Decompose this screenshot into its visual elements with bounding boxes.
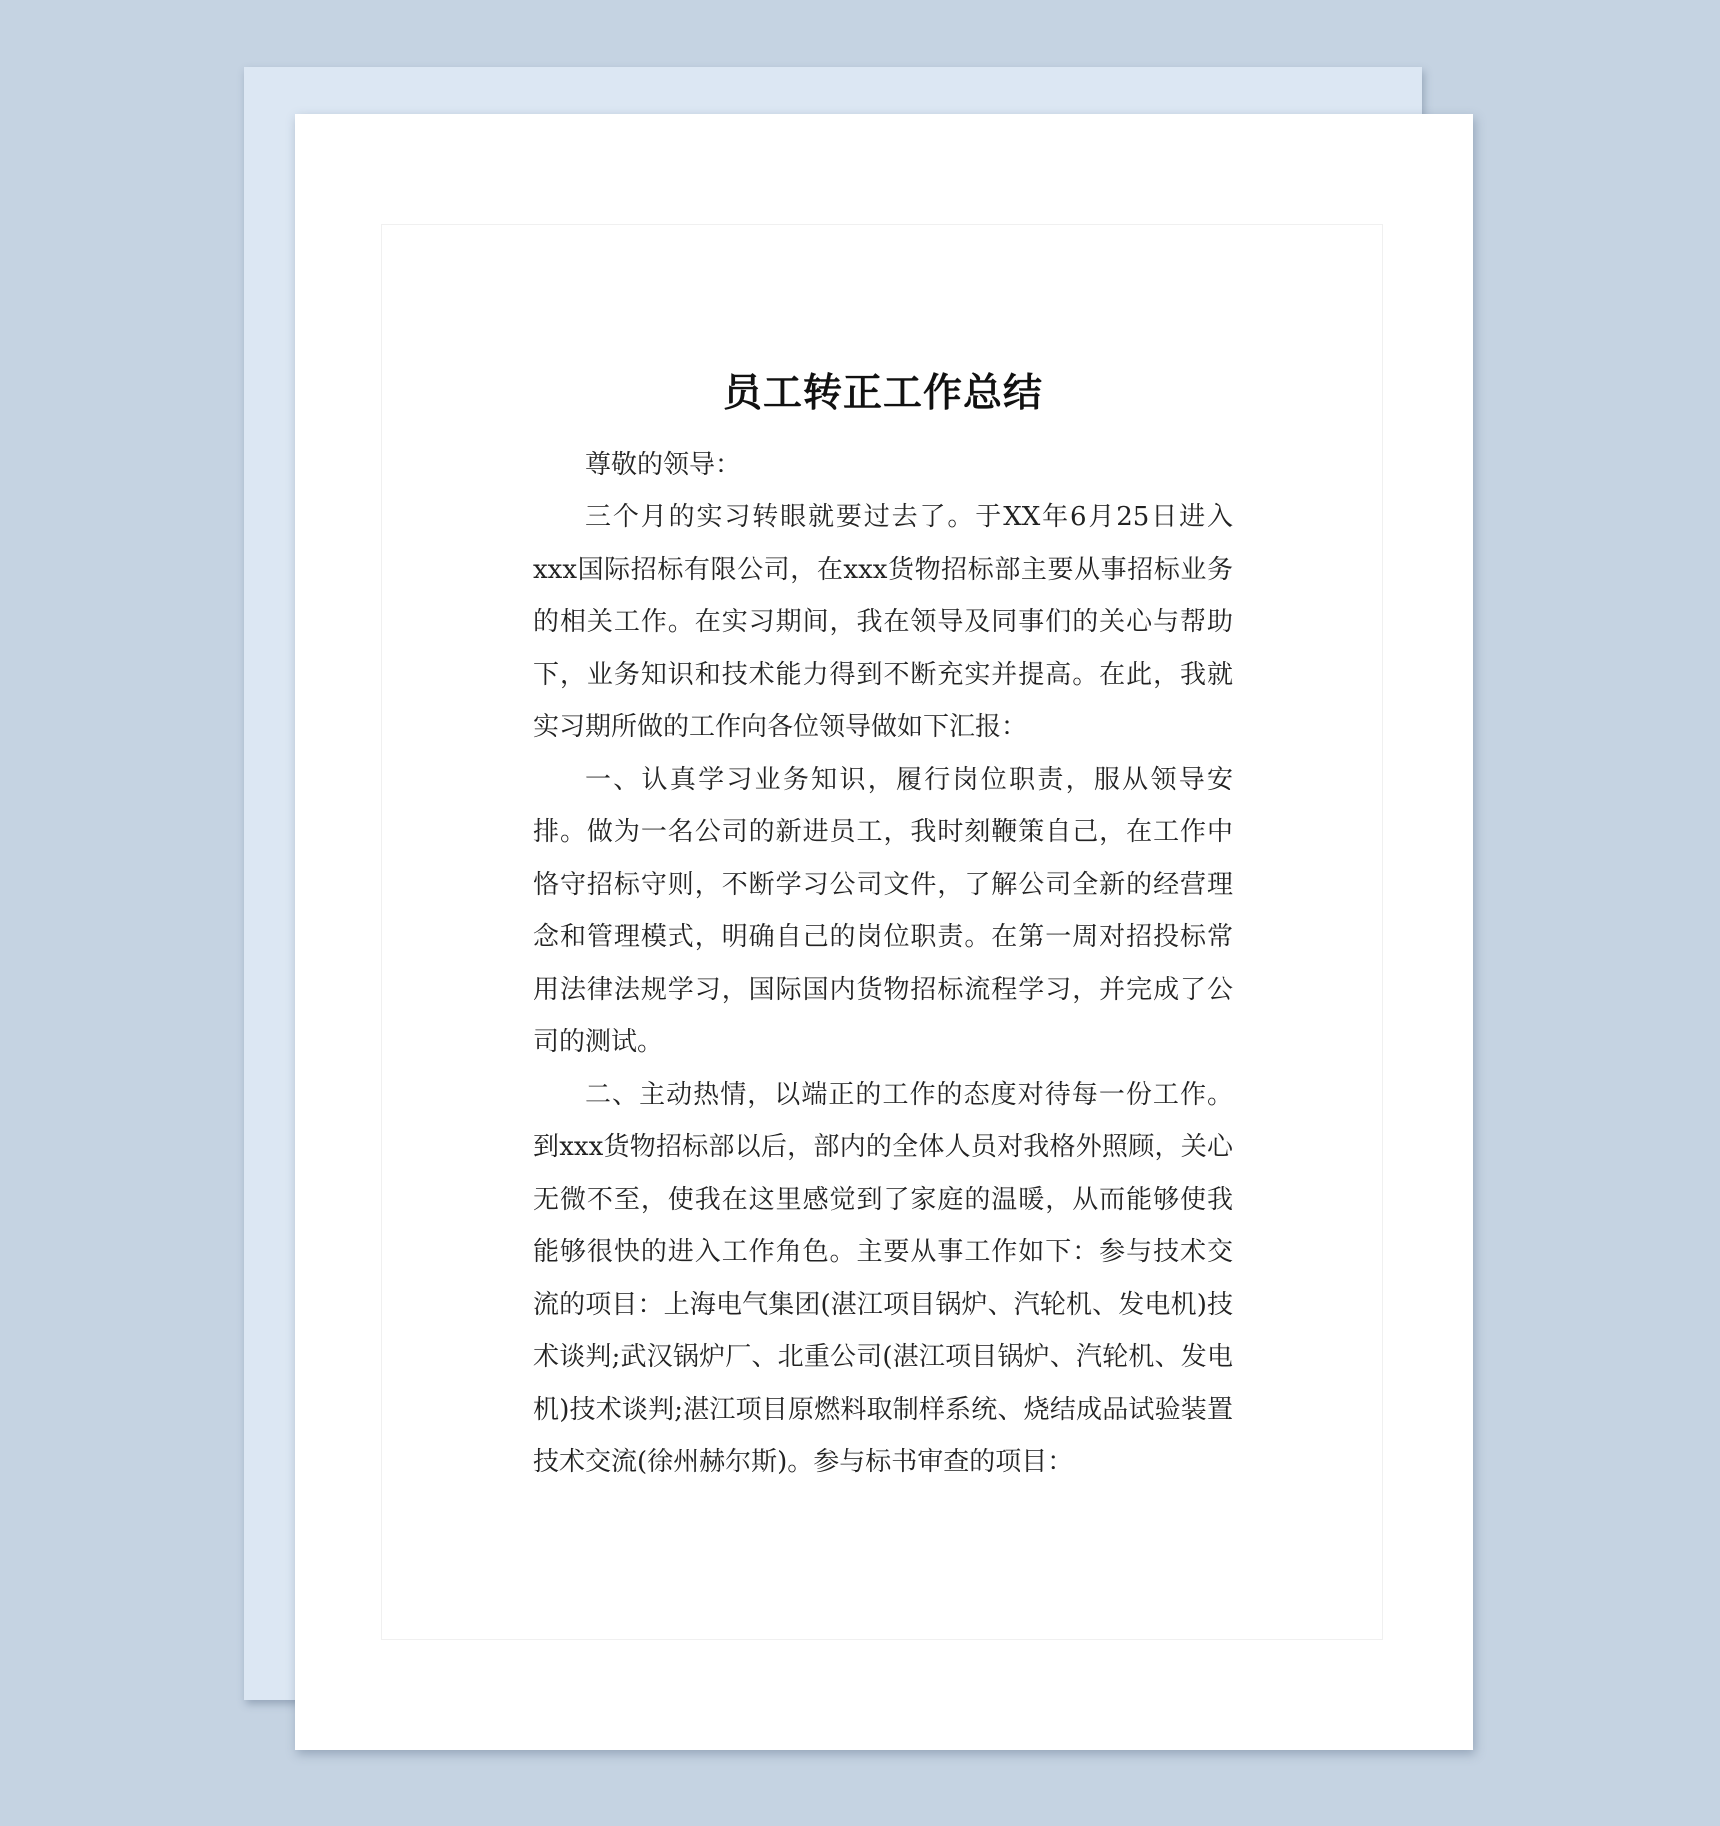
salutation-paragraph: 尊敬的领导： [585, 449, 742, 480]
section-one-paragraph: 一、认真学习业务知识，履行岗位职责，服从领导安排。做为一名公司的新进员工，我时刻鞭策自己，在工作中恪守招标守则，不断学习公司文件，了解公司全新的经营理念和管理模式，明确自己的岗位职责。在第一周对招投标常用法律法规学习，国际国内货物招标流程学习，并完成了公司的测试。 [533, 764, 1233, 1058]
intro-paragraph: 三个月的实习转眼就要过去了。于XX年6月25日进入xxx国际招标有限公司，在xxx货物招标部主要从事招标业务的相关工作。在实习期间，我在领导及同事们的关心与帮助下，业务知识和技术能力得到不断充实并提高。在此，我就实习期所做的工作向各位领导做如下汇报： [533, 502, 1233, 743]
front-page-sheet [295, 114, 1473, 1750]
document-body [533, 368, 1233, 1489]
section-two-paragraph: 二、主动热情，以端正的工作的态度对待每一份工作。到xxx货物招标部以后，部内的全体人员对我格外照顾，关心无微不至，使我在这里感觉到了家庭的温暖，从而能够使我能够很快的进入工作角色。主要从事工作如下：参与技术交流的项目：上海电气集团(湛江项目锅炉、汽轮机、发电机)技术谈判;武汉锅炉厂、北重公司(湛江项目锅炉、汽轮机、发电机)技术谈判;湛江项目原燃料取制样系统、烧结成品试验装置技术交流(徐州赫尔斯)。参与标书审查的项目： [533, 1079, 1233, 1478]
document-title: 员工转正工作总结 [722, 370, 1043, 416]
